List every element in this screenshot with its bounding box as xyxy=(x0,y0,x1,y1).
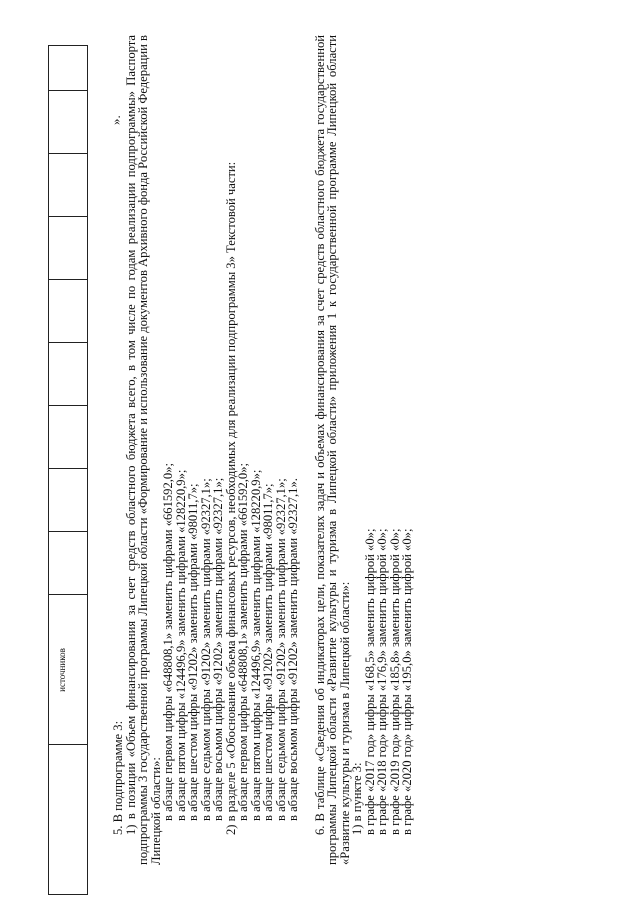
table-column-line xyxy=(49,744,87,745)
section-6-heading: 6. В таблице «Сведения об индикаторах цели, показателях задач и объемах финансирования за счет средств областного бюджета государственной программы Липецкой области «Развитие культуры и туризма в Липецкой области» приложения 1 к государственной программе Липецкой области «Развитие культуры и туризма в Липецкой области»: xyxy=(312,35,352,865)
table-column-line xyxy=(49,216,87,217)
amendment-line: в абзаце шестом цифры «91202» заменить цифрами «98011,7»; xyxy=(261,483,275,821)
table-column-line xyxy=(49,468,87,469)
table-border xyxy=(49,894,87,895)
amendment-line: в абзаце седьмом цифры «91202» заменить цифрами «92327,1»; xyxy=(273,478,288,821)
amendment-line: в графе «2020 год» цифры «195,0» заменить цифрой «0»; xyxy=(400,528,414,835)
amendment-line: в абзаце пятом цифры «124496,9» заменить цифрами «128220,9»; xyxy=(173,469,188,821)
amendment-line: в абзаце восьмом цифры «91202» заменить цифрами «92327,1»; xyxy=(211,477,225,821)
amendment-line: в графе «2018 год» цифры «176,9» заменить цифрой «0»; xyxy=(375,528,389,835)
section-5-item-1-intro: 1) в позиции «Объем финансирования за счет средств областного бюджета всего, в том числе по годам реализации подпрограммы» Паспорта подпрограммы 3 государственной программы Липецкой области «Формирование и использование документов Архивного фонда Российской Федерации в Липецкой области»: xyxy=(123,35,163,865)
amendment-line: в абзаце первом цифры «648808,1» заменить цифрами «661592,0»; xyxy=(236,462,250,821)
amendment-line: в абзаце седьмом цифры «91202» заменить цифрами «92327,1»; xyxy=(198,478,213,821)
section-6-item-1-intro: 1) в пункте 3: xyxy=(350,762,364,835)
table-column-line xyxy=(49,279,87,280)
table-border xyxy=(49,45,87,46)
table-column-line xyxy=(49,90,87,91)
paragraph-gap xyxy=(300,35,314,865)
table-closing-quote: ». xyxy=(108,115,123,125)
table-cell-label: источников xyxy=(57,648,67,692)
table-column-line xyxy=(49,342,87,343)
table-column-line xyxy=(49,531,87,532)
section-5-item-2-intro: 2) в разделе 5 «Обоснование объема финансовых ресурсов, необходимых для реализации подпрограммы 3» Текстовой части: xyxy=(223,161,238,835)
amendment-line: в графе «2017 год» цифры «168,5» заменить цифрой «0»; xyxy=(362,528,377,835)
document-body xyxy=(112,35,414,865)
amendment-line: в абзаце пятом цифры «124496,9» заменить цифрами «128220,9»; xyxy=(248,469,263,821)
amendment-line: в абзаце первом цифры «648808,1» заменить цифрами «661592,0»; xyxy=(161,462,175,821)
table-column-line xyxy=(49,594,87,595)
table-column-line xyxy=(49,405,87,406)
table-strip xyxy=(48,45,88,895)
amendment-line: в абзаце восьмом цифры «91202» заменить цифрами «92327,1». xyxy=(286,478,300,821)
amendment-line: в графе «2019 год» цифры «185,8» заменить цифрой «0»; xyxy=(387,528,402,835)
section-5-heading: 5. В подпрограмме 3: xyxy=(111,720,125,835)
table-column-line xyxy=(49,153,87,154)
amendment-line: в абзаце шестом цифры «91202» заменить цифрами «98011,7»; xyxy=(186,483,200,821)
